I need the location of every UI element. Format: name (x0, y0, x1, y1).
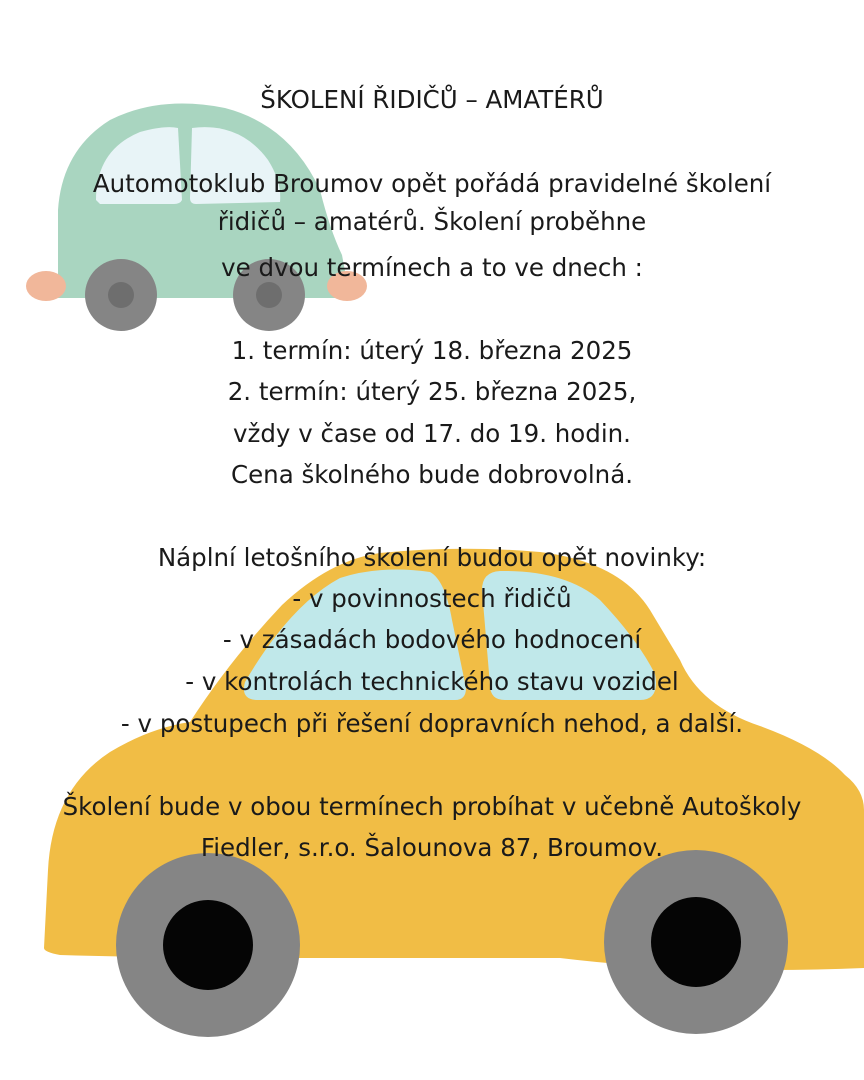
term-line-3: vždy v čase od 17. do 19. hodin. (233, 419, 631, 448)
term-line-1: 1. termín: úterý 18. března 2025 (231, 336, 633, 365)
term-line-2: 2. termín: úterý 25. března 2025, (227, 377, 637, 406)
announcement-title: ŠKOLENÍ ŘIDIČŮ – AMATÉRŮ (260, 85, 604, 114)
price-line: Cena školného bude dobrovolná. (230, 460, 634, 489)
intro-line-3: ve dvou termínech a to ve dnech : (221, 253, 643, 282)
intro-line-2: řidičů – amatérů. Školení proběhne (217, 207, 647, 236)
content-item-4: - v postupech při řešení dopravních nehod, a další. (120, 709, 744, 738)
content-heading: Náplní letošního školení budou opět novinky: (157, 543, 707, 572)
content-item-2: - v zásadách bodového hodnocení (222, 625, 642, 654)
content-item-1: - v povinnostech řidičů (292, 584, 572, 613)
location-line-2: Fiedler, s.r.o. Šalounova 87, Broumov. (200, 833, 664, 862)
intro-line-1: Automotoklub Broumov opět pořádá pravidelné školení (92, 169, 772, 198)
content-item-3: - v kontrolách technického stavu vozidel (185, 667, 679, 696)
location-line-1: Školení bude v obou termínech probíhat v učebně Autoškoly (62, 792, 802, 821)
